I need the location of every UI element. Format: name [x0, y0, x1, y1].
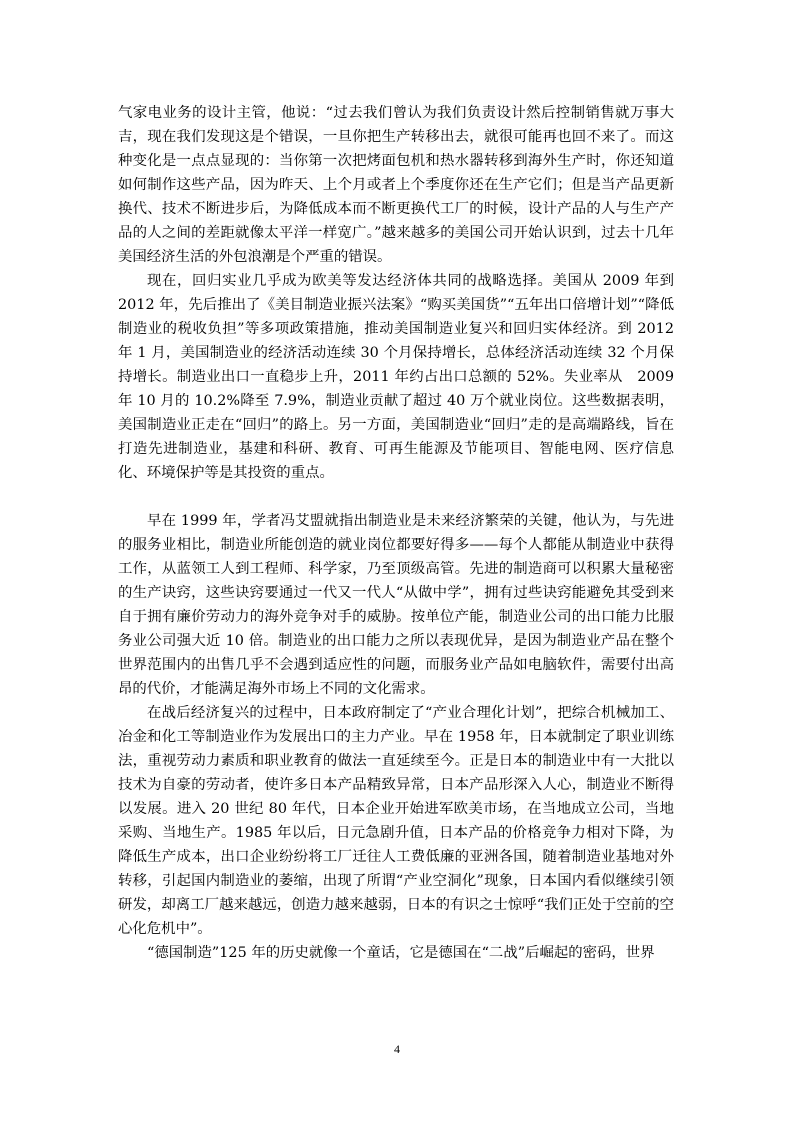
paragraph-2: 现在，回归实业几乎成为欧美等发达经济体共同的战略选择。美国从 2009 年到 2012 年，先后推出了《美目制造业振兴法案》“购买美国货”“五年出口倍增计划”“降低制造业的税收负担”等多项政策措施，推动美国制造业复兴和回归实体经济。到 2012 年 1 月，美国制造业的经济活动连续 30 个月保持增长，总体经济活动连续 32 个月保持增长。制造业出口一直稳步上升，2011 年约占出口总额的 52%。失业率从 2009 年 10 月的 10.2%降至 7.9%，制造业贡献了超过 40 万个就业岗位。这些数据表明，美国制造业正走在“回归”的路上。另一方面，美国制造业“回归”走的是高端路线，旨在打造先进制造业，基建和科研、教育、可再生能源及节能项目、智能电网、医疗信息化、环境保护等是其投资的重点。: [118, 273, 674, 481]
paragraph-4: 在战后经济复兴的过程中，日本政府制定了“产业合理化计划”，把综合机械加工、冶金和化工等制造业作为发展出口的主力产业。早在 1958 年，日本就制定了职业训练法，重视劳动力素质和职业教育的做法一直延续至今。正是日本的制造业中有一大批以技术为自豪的劳动者，使许多日本产品精致异常，日本产品形深入人心，制造业不断得以发展。进入 20 世纪 80 年代，日本企业开始进军欧美市场，在当地成立公司，当地采购、当地生产。1985 年以后，日元急剧升值，日本产品的价格竞争力相对下降，为降低生产成本，出口企业纷纷将工厂迁往人工费低廉的亚洲各国，随着制造业基地对外转移，引起国内制造业的萎缩，出现了所谓“产业空洞化”现象，日本国内看似继续引领研发，却离工厂越来越远，创造力越来越弱，日本的有识之士惊呼“我们正处于空前的空心化危机中”。: [118, 705, 674, 937]
paragraph-5: “德国制造”125 年的历史就像一个童话，它是德国在“二战”后崛起的密码，世界: [147, 945, 655, 961]
body-text: [118, 101, 674, 965]
paragraph-1: 气家电业务的设计主管，他说：“过去我们曾认为我们负责设计然后控制销售就万事大吉，现在我们发现这是个错误，一旦你把生产转移出去，就很可能再也回不来了。而这种变化是一点点显现的：当你第一次把烤面包机和热水器转移到海外生产时，你还知道如何制作这些产品，因为昨天、上个月或者上个季度你还在生产它们；但是当产品更新换代、技术不断进步后，为降低成本而不断更换代工厂的时候，设计产品的人与生产产品的人之间的差距就像太平洋一样宽广。”越来越多的美国公司开始认识到，过去十几年美国经济生活的外包浪潮是个严重的错误。: [118, 105, 674, 265]
page-number: 4: [394, 1042, 400, 1056]
paragraph-gap: [118, 485, 674, 509]
paragraph-3: 早在 1999 年，学者冯艾盟就指出制造业是未来经济繁荣的关键，他认为，与先进的服务业相比，制造业所能创造的就业岗位都要好得多——每个人都能从制造业中获得工作，从蓝领工人到工程师、科学家，乃至顶级高管。先进的制造商可以积累大量秘密的生产诀窍，这些诀窍要通过一代又一代人“从做中学”，拥有过些诀窍能避免其受到来自于拥有廉价劳动力的海外竞争对手的威胁。按单位产能，制造业公司的出口能力比服务业公司强大近 10 倍。制造业的出口能力之所以表现优异，是因为制造业产品在整个世界范围内的出售几乎不会遇到适应性的问题，而服务业产品如电脑软件，需要付出高昂的代价，才能满足海外市场上不同的文化需求。: [118, 513, 674, 697]
